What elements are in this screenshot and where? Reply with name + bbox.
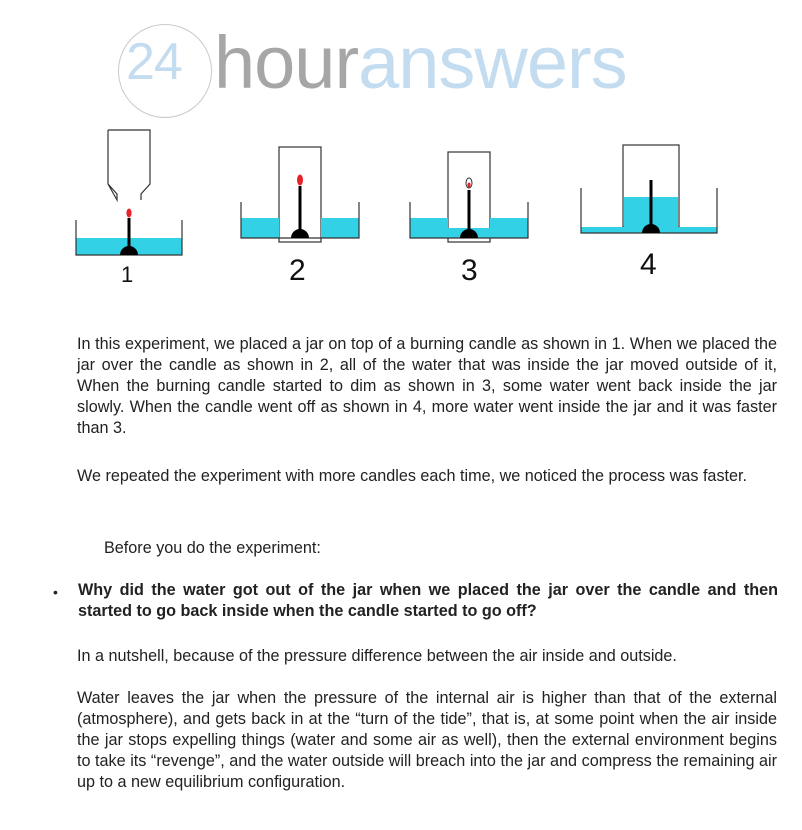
figure-label-1: 1	[121, 262, 134, 287]
logo-number: 24	[126, 33, 182, 91]
figure-label-4: 4	[640, 248, 657, 281]
bullet-point: •	[53, 584, 58, 600]
paragraph-detailed-answer: Water leaves the jar when the pressure of the internal air is higher than that of the external (atmosphere), and gets back in at the “turn of the tide”, that is, at some point when the air inside the jar stops expelling things (water and some air as well), then the external environment begins to take its “revenge”, and the water outside will breach into the jar and compress the remaining air up to a new equilibrium configuration.	[77, 689, 777, 791]
flame-1	[126, 209, 131, 218]
stage-1-illustration	[76, 130, 182, 255]
stage-4-illustration	[581, 145, 717, 233]
stage-3-illustration	[410, 152, 528, 242]
figure-label-3: 3	[461, 254, 478, 287]
experiment-figure	[60, 120, 740, 300]
logo-word-answers: answers	[358, 21, 627, 104]
paragraph-nutshell-answer: In a nutshell, because of the pressure difference between the air inside and outside.	[77, 647, 677, 665]
figure-label-2: 2	[289, 254, 306, 287]
experiment-diagram	[60, 120, 740, 300]
paragraph-repeated-experiment: We repeated the experiment with more candles each time, we noticed the process was faster.	[77, 467, 748, 485]
jar-1	[108, 130, 150, 200]
flame-2	[297, 175, 303, 186]
logo-wordmark	[214, 20, 627, 105]
question-heading: Why did the water got out of the jar when we placed the jar over the candle and then started to go back inside when the candle started to go off?	[78, 581, 778, 620]
logo-word-hour: hour	[214, 21, 359, 104]
stage-2-illustration	[241, 147, 359, 242]
paragraph-before-experiment: Before you do the experiment:	[104, 539, 321, 557]
paragraph-experiment-description: In this experiment, we placed a jar on top of a burning candle as shown in 1. When we placed the jar over the candle as shown in 2, all of the water that was inside the jar moved outside of it, When the burning candle started to dim as shown in 3, some water went back inside the jar slowly. When the candle went off as shown in 4, more water went inside the jar and it was faster than 3.	[77, 335, 777, 437]
